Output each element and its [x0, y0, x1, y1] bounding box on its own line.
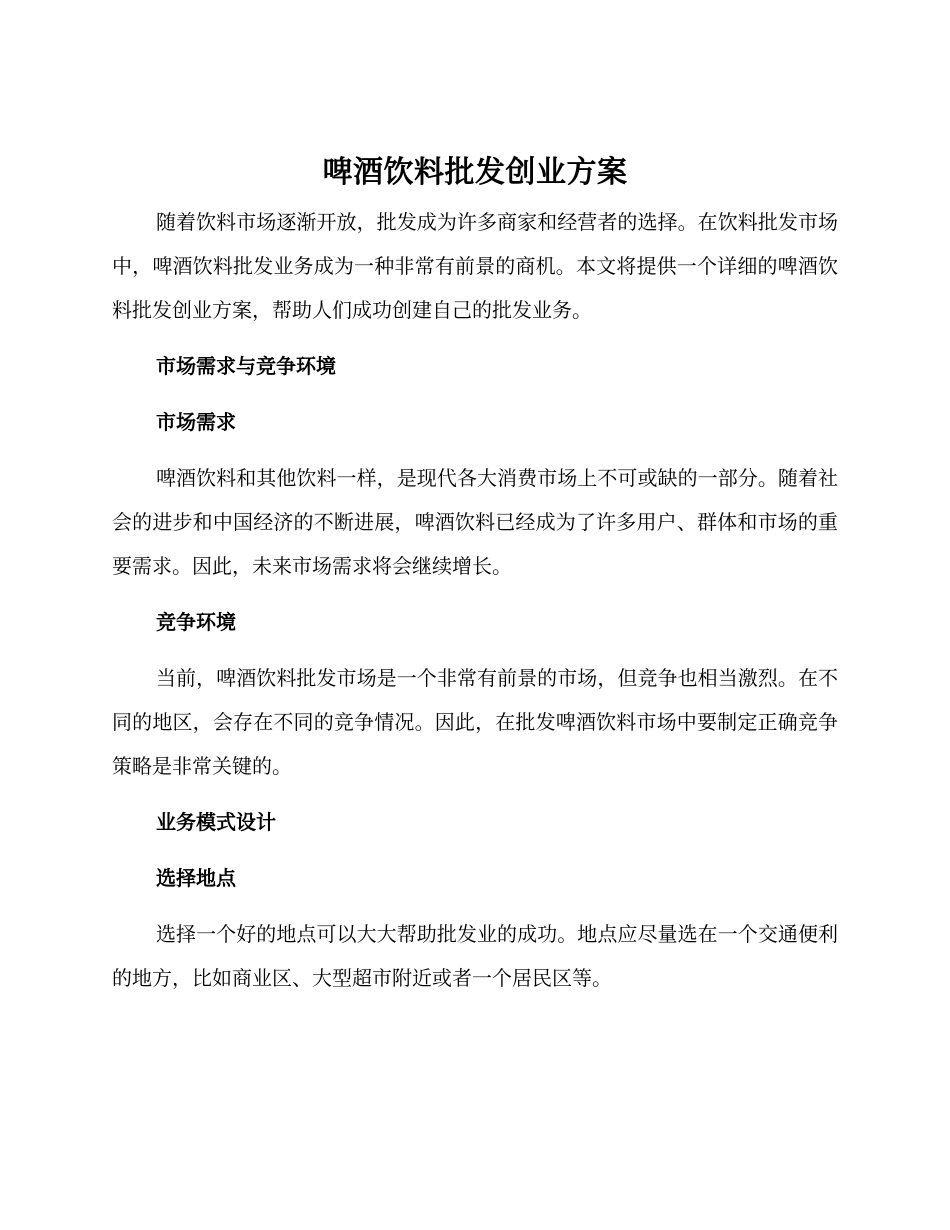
subheading-location: 选择地点: [156, 866, 236, 890]
section-heading-business-model: 业务模式设计: [156, 810, 276, 834]
market-demand-paragraph: 啤酒饮料和其他饮料一样，是现代各大消费市场上不可或缺的一部分。随着社会的进步和中国经济的不断进展，啤酒饮料已经成为了许多用户、群体和市场的重要需求。因此，未来市场需求将会继续增长。: [112, 466, 838, 578]
document-title: 啤酒饮料批发创业方案: [322, 155, 628, 190]
intro-paragraph: 随着饮料市场逐渐开放，批发成为许多商家和经营者的选择。在饮料批发市场中，啤酒饮料批发业务成为一种非常有前景的商机。本文将提供一个详细的啤酒饮料批发创业方案，帮助人们成功创建自己的批发业务。: [112, 210, 838, 322]
location-paragraph: 选择一个好的地点可以大大帮助批发业的成功。地点应尽量选在一个交通便利的地方，比如商业区、大型超市附近或者一个居民区等。: [112, 922, 838, 990]
competition-paragraph: 当前，啤酒饮料批发市场是一个非常有前景的市场，但竞争也相当激烈。在不同的地区，会存在不同的竞争情况。因此，在批发啤酒饮料市场中要制定正确竞争策略是非常关键的。: [112, 666, 838, 778]
subheading-competition: 竞争环境: [156, 610, 236, 634]
subheading-market-demand: 市场需求: [156, 410, 236, 434]
section-heading-market-competition: 市场需求与竞争环境: [156, 354, 336, 378]
